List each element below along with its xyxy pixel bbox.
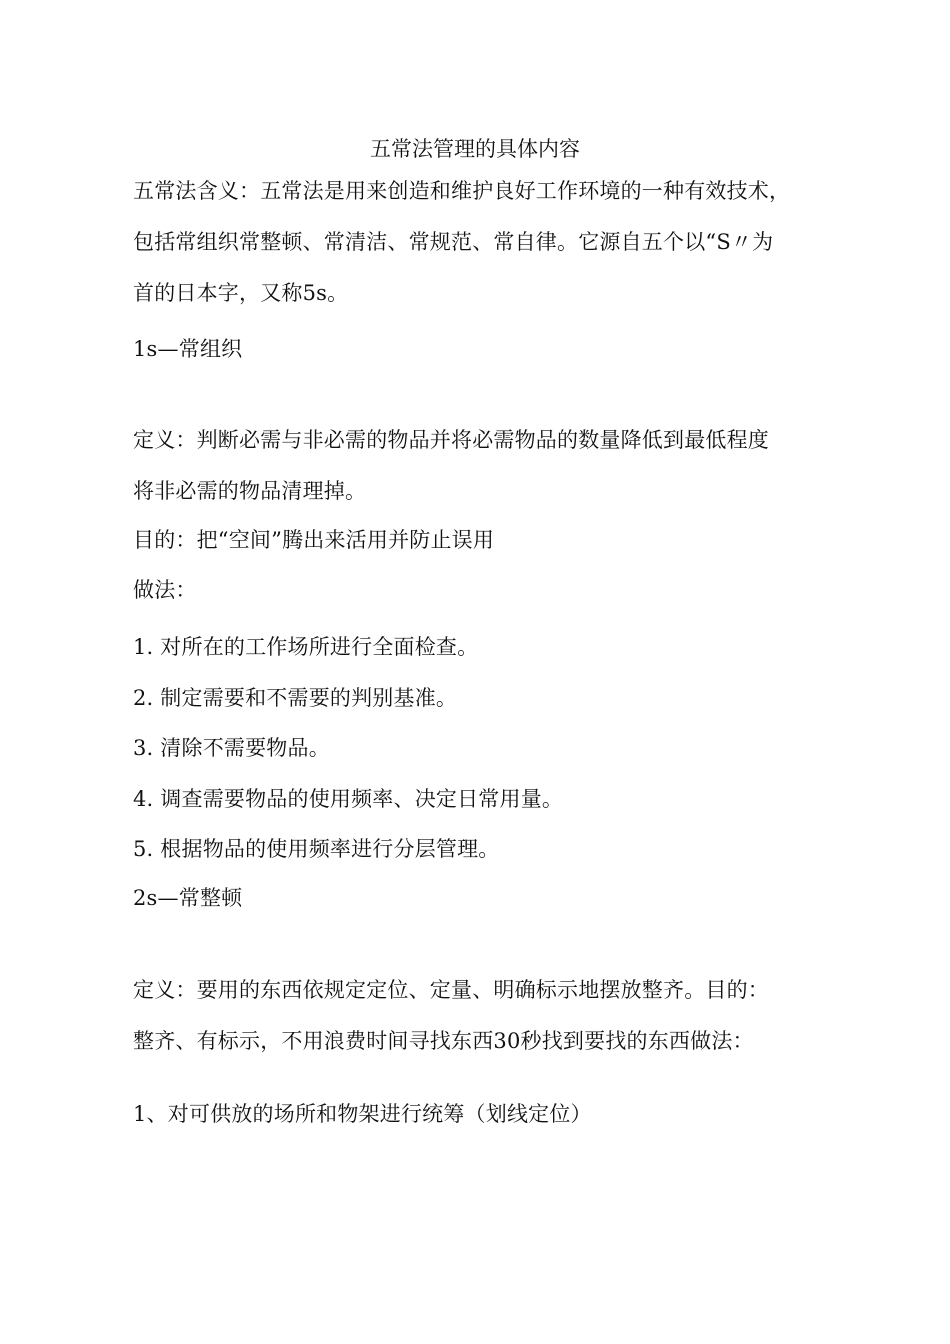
document-title: 五常法管理的具体内容 xyxy=(370,137,580,161)
section1-step-2: 2. 制定需要和不需要的判别基准。 xyxy=(133,686,458,710)
section1-definition-line-1: 定义：判断必需与非必需的物品并将必需物品的数量降低到最低程度 xyxy=(133,428,769,452)
section1-purpose: 目的：把“空间”腾出来活用并防止误用 xyxy=(133,528,495,552)
section2-definition-line-1: 定义：要用的东西依规定定位、定量、明确标示地摆放整齐。目的： xyxy=(133,978,769,1002)
section2-definition-line-2: 整齐、有标示，不用浪费时间寻找东西30秒找到要找的东西做法： xyxy=(133,1029,754,1053)
section1-step-3: 3. 清除不需要物品。 xyxy=(133,736,330,760)
section1-step-5: 5. 根据物品的使用频率进行分层管理。 xyxy=(133,837,500,861)
section1-step-1: 1. 对所在的工作场所进行全面检查。 xyxy=(133,635,479,659)
section1-method-label: 做法： xyxy=(133,578,197,602)
section2-heading: 2s—常整顿 xyxy=(133,886,243,910)
intro-line-2: 包括常组织常整顿、常清洁、常规范、常自律。它源自五个以“S〃为 xyxy=(133,230,774,254)
section2-step-1: 1、对可供放的场所和物架进行统筹（划线定位） xyxy=(133,1102,592,1126)
intro-line-3: 首的日本字，又称5s。 xyxy=(133,281,349,305)
section1-heading: 1s—常组织 xyxy=(133,337,243,361)
section1-step-4: 4. 调查需要物品的使用频率、决定日常用量。 xyxy=(133,787,564,811)
section1-definition-line-2: 将非必需的物品清理掉。 xyxy=(133,479,367,503)
intro-line-1: 五常法含义：五常法是用来创造和维护良好工作环境的一种有效技术， xyxy=(133,179,791,203)
